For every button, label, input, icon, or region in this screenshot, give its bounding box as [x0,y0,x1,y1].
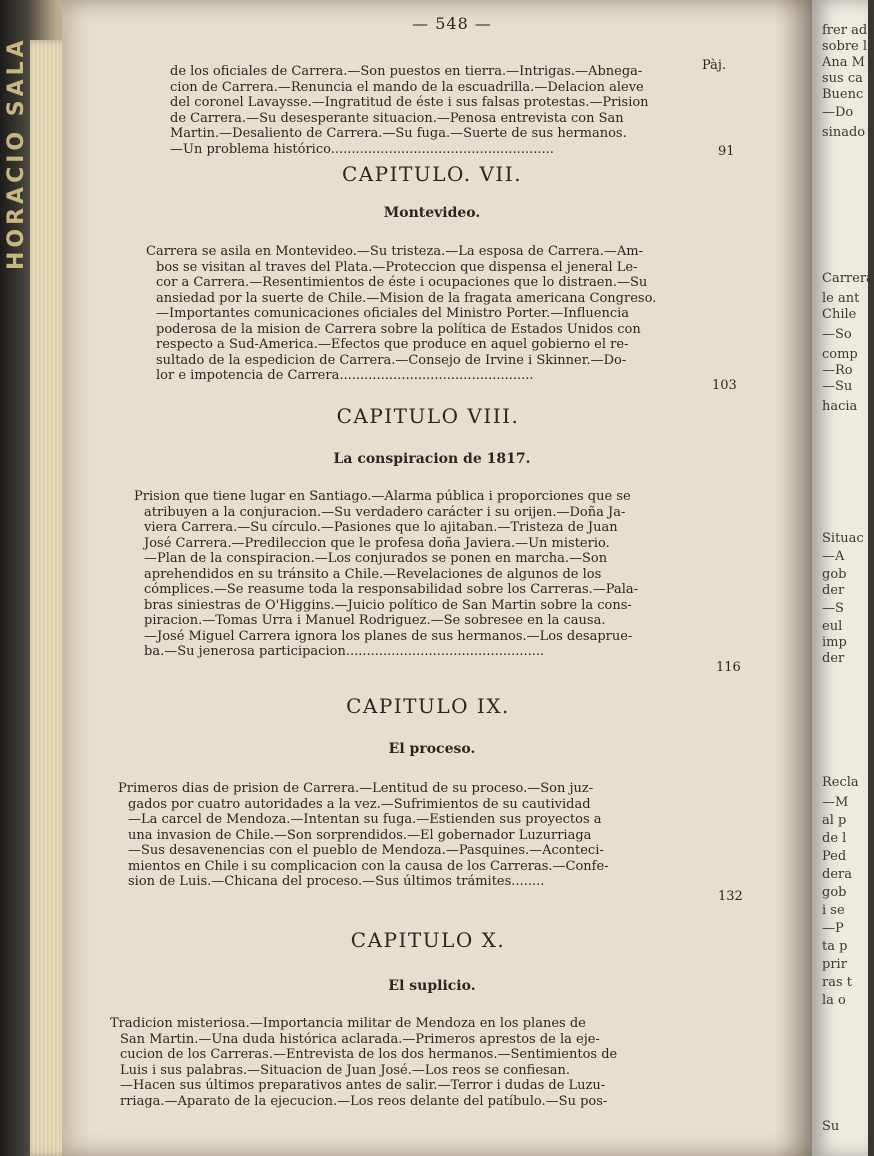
facing-page-text-fragment: Situac [822,531,864,546]
toc-line: de los oficiales de Carrera.—Son puestos en tierra.—Intrigas.—Abnega- [170,64,643,79]
toc-line: piracion.—Tomas Urra i Manuel Rodriguez.—Se sobresee en la causa. [144,613,606,628]
toc-line: Tradicion misteriosa.—Importancia militar de Mendoza en los planes de [110,1016,586,1031]
book-spine-label: HORACIO SALA [4,36,29,270]
toc-line: aprehendidos en su tránsito a Chile.—Revelaciones de algunos de los [144,566,602,582]
facing-page-text-fragment: Chile [822,307,857,322]
facing-page-text-fragment: dera [822,867,852,882]
facing-page-text-fragment: ta p [822,939,848,954]
facing-page-text-fragment: imp [822,635,847,650]
pag-label: Pàj. [702,58,727,73]
toc-line: viera Carrera.—Su círculo.—Pasiones que lo ajitaban.—Tristeza de Juan [144,520,618,535]
toc-line: rriaga.—Aparato de la ejecucion.—Los reos delante del patíbulo.—Su pos- [120,1093,608,1109]
facing-page-text-fragment: —Su [822,379,853,394]
toc-line: —José Miguel Carrera ignora los planes de sus hermanos.—Los desaprue- [144,628,633,644]
toc-line: —Un problema histórico...................................................... [170,141,554,157]
toc-line: una invasion de Chile.—Son sorprendidos.—El gobernador Luzurriaga [128,827,592,843]
facing-page-text-fragment: —M [822,795,849,810]
facing-page-text-fragment: comp [822,347,858,362]
toc-line: mientos en Chile i su complicacion con la causa de los Carreras.—Confe- [128,858,609,874]
toc-line: Martin.—Desaliento de Carrera.—Su fuga.—Suerte de sus hermanos. [170,126,627,141]
toc-line: sultado de la espedicion de Carrera.—Consejo de Irvine i Skinner.—Do- [156,352,627,368]
facing-page-text-fragment: sinado [822,125,866,140]
chapter-title: Montevideo. [383,205,481,221]
chapter-title: El suplicio. [388,978,476,994]
facing-page-text-fragment: gob [822,885,847,900]
facing-page-text-fragment: gob [822,567,847,582]
facing-page-text-fragment: de l [822,831,847,846]
toc-line: ansiedad por la suerte de Chile.—Mision de la fragata americana Congreso. [156,290,657,306]
toc-line: cion de Carrera.—Renuncia el mando de la escuadrilla.—Delacion aleve [170,79,644,95]
toc-line: bos se visitan al traves del Plata.—Proteccion que dispensa el jeneral Le- [156,259,638,275]
facing-page-text-fragment: sobre l [822,39,868,54]
toc-line: ba.—Su jenerosa participacion................................................ [144,644,545,659]
toc-entry-ch9 [118,781,716,890]
facing-page-text-fragment: sus ca [822,71,863,86]
toc-line: José Carrera.—Predileccion que le profesa doña Javiera.—Un misterio. [144,535,610,551]
chapter-title: El proceso. [388,741,476,757]
toc-line: Primeros dias de prision de Carrera.—Lentitud de su proceso.—Son juz- [118,781,594,796]
facing-page-text-fragment: eul [822,619,843,634]
toc-line: lor e impotencia de Carrera............................................... [156,368,534,383]
toc-line: del coronel Lavaysse.—Ingratitud de éste i sus falsas protestas.—Prision [170,95,649,110]
chapter-heading: CAPITULO X. [350,928,506,952]
toc-line: cucion de los Carreras.—Entrevista de los dos hermanos.—Sentimientos de [120,1047,618,1062]
facing-page-text-fragment: le ant [822,291,860,306]
toc-line: respecto a Sud-America.—Efectos que produce en aquel gobierno el re- [156,337,629,352]
toc-entry-prev [170,64,730,157]
facing-page-text-fragment: —Ro [822,363,853,378]
chapter-title: La conspiracion de 1817. [333,451,531,467]
toc-line: —Hacen sus últimos preparativos antes de salir.—Terror i dudas de Luzu- [120,1078,606,1093]
facing-page-text-fragment: i se [822,903,845,918]
page-ref: 91 [718,144,735,159]
toc-line: —Importantes comunicaciones oficiales del Ministro Porter.—Influencia [156,306,630,321]
facing-page [812,0,874,1156]
toc-line: gados por cuatro autoridades a la vez.—Sufrimientos de su cautividad [128,796,591,812]
page-fold-shadow [774,0,814,1156]
facing-page-text-fragment: —P [822,921,844,936]
facing-page-text-fragment: Ped [822,849,847,864]
page-number: — 548 — [412,14,492,33]
toc-line: sion de Luis.—Chicana del proceso.—Sus últimos trámites........ [128,874,545,889]
facing-page-text-fragment: Carrera [822,271,874,286]
facing-page-text-fragment: der [822,583,845,598]
facing-page-text-fragment: Ana M [822,55,865,70]
facing-page-text-fragment: —S [822,601,844,616]
toc-line: atribuyen a la conjuracion.—Su verdadero carácter i su orijen.—Doña Ja- [144,504,626,520]
chapter-heading: CAPITULO VIII. [336,404,520,428]
toc-line: San Martin.—Una duda histórica aclarada.—Primeros aprestos de la eje- [120,1031,600,1047]
facing-page-text-fragment: ras t [822,975,852,990]
toc-line: —Sus desavenencias con el pueblo de Mendoza.—Pasquines.—Aconteci- [128,843,604,858]
facing-page-text-fragment: frer ad [822,23,868,38]
toc-line: de Carrera.—Su desesperante situacion.—Penosa entrevista con San [170,110,624,126]
facing-page-text-fragment: hacia [822,399,858,414]
toc-entry-ch10 [110,1016,716,1109]
toc-line: Carrera se asila en Montevideo.—Su tristeza.—La esposa de Carrera.—Am- [146,244,643,259]
toc-entry-ch8 [134,489,714,660]
toc-line: —La carcel de Mendoza.—Intentan su fuga.—Estienden sus proyectos a [128,812,602,827]
toc-line: cor a Carrera.—Resentimientos de éste i ocupaciones que lo distraen.—Su [156,275,648,290]
book-page [62,0,814,1156]
toc-line: poderosa de la mision de Carrera sobre la política de Estados Unidos con [156,321,641,337]
chapter-heading: CAPITULO. VII. [341,162,523,186]
facing-page-text-fragment: der [822,651,845,666]
toc-line: —Plan de la conspiracion.—Los conjurados se ponen en marcha.—Son [144,551,608,566]
toc-line: bras siniestras de O'Higgins.—Juicio político de San Martin sobre la cons- [144,597,632,613]
facing-page-text-fragment: al p [822,813,847,828]
chapter-heading: CAPITULO IX. [346,694,510,718]
toc-line: Luis i sus palabras.—Situacion de Juan José.—Los reos se confiesan. [120,1062,570,1078]
facing-page-text-fragment: la o [822,993,846,1008]
page-ref: 103 [712,378,737,393]
facing-page-text-fragment: Buenc [822,87,864,102]
facing-page-text-fragment: Su [822,1119,840,1134]
toc-line: cómplices.—Se reasume toda la responsabilidad sobre los Carreras.—Pala- [144,582,639,597]
page-ref: 132 [718,889,743,904]
facing-page-text-fragment: —Do [822,105,854,120]
page-ref: 116 [716,660,741,675]
facing-page-text-fragment: —So [822,327,852,342]
facing-page-text-fragment: Recla [822,775,859,790]
facing-page-text-fragment: —A [822,549,845,564]
toc-entry-ch7 [146,244,706,384]
facing-page-text-fragment: prir [822,957,847,972]
toc-line: Prision que tiene lugar en Santiago.—Alarma pública i proporciones que se [134,489,631,504]
